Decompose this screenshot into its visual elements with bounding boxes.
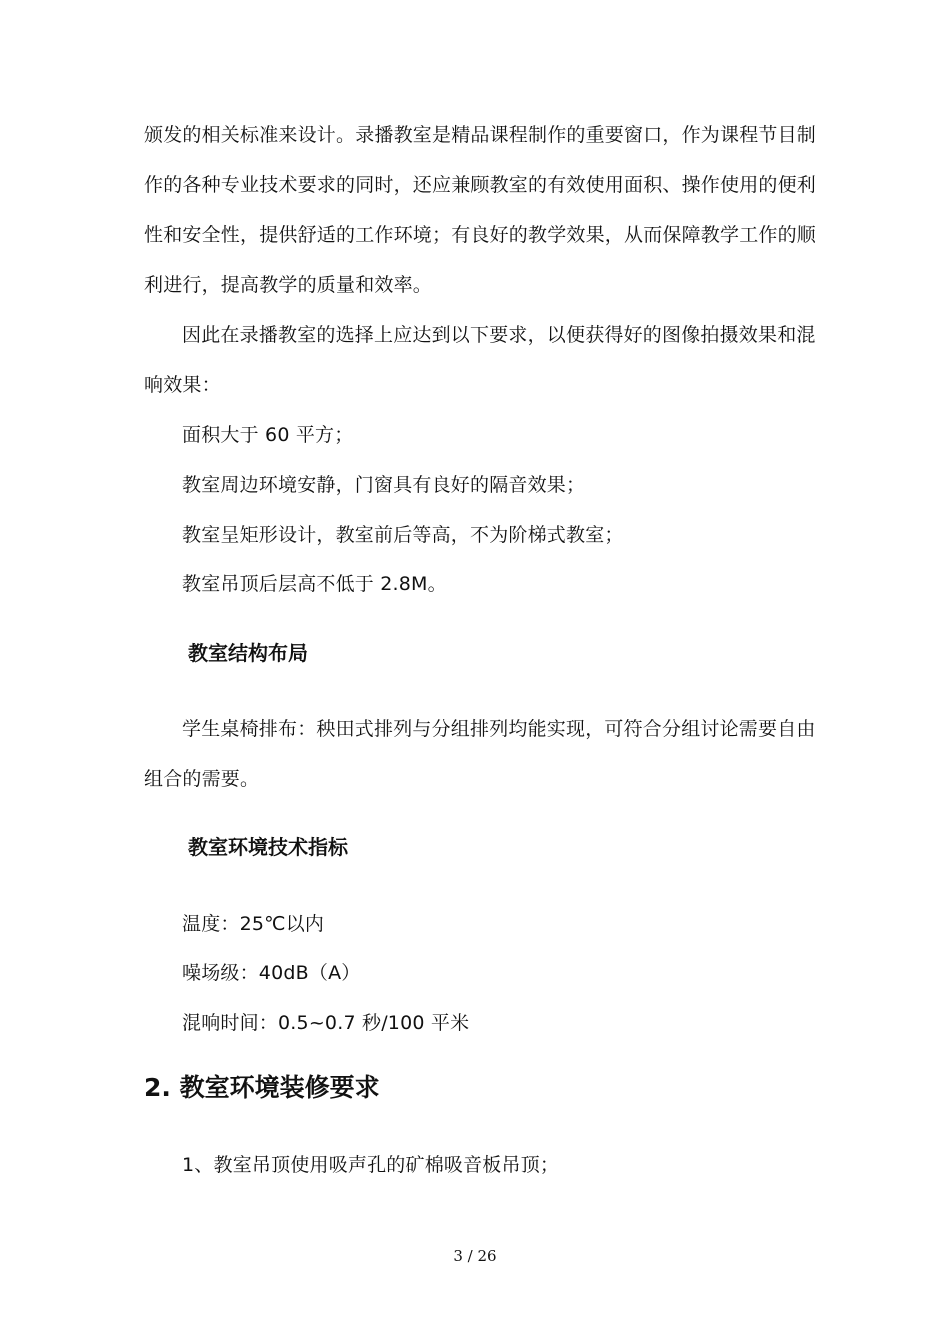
paragraph-line: 颁发的相关标准来设计。录播教室是精品课程制作的重要窗口，作为课程节目制	[144, 124, 817, 146]
requirement-item: 面积大于 60 平方；	[182, 424, 354, 446]
paragraph-line: 因此在录播教室的选择上应达到以下要求，以便获得好的图像拍摄效果和混	[182, 324, 816, 346]
decoration-item: 1、教室吊顶使用吸声孔的矿棉吸音板吊顶；	[182, 1154, 560, 1176]
requirement-item: 教室呈矩形设计，教室前后等高，不为阶梯式教室；	[182, 524, 624, 546]
paragraph-line: 利进行，提高教学的质量和效率。	[144, 274, 433, 296]
spec-item: 混响时间：0.5~0.7 秒/100 平米	[182, 1012, 470, 1034]
requirement-item: 教室周边环境安静，门窗具有良好的隔音效果；	[182, 474, 586, 496]
spec-item: 温度：25℃以内	[182, 913, 325, 935]
paragraph-line: 作的各种专业技术要求的同时，还应兼顾教室的有效使用面积、操作使用的便利	[144, 174, 817, 196]
paragraph-line: 组合的需要。	[144, 768, 260, 790]
section-heading-decoration: 2. 教室环境装修要求	[144, 1073, 380, 1102]
section-heading-environment: 教室环境技术指标	[188, 835, 348, 859]
spec-item: 噪场级：40dB（A）	[182, 962, 361, 984]
paragraph-line: 性和安全性，提供舒适的工作环境；有良好的教学效果，从而保障教学工作的顺	[144, 224, 817, 246]
paragraph-line: 学生桌椅排布：秧田式排列与分组排列均能实现，可符合分组讨论需要自由	[182, 718, 816, 740]
paragraph-line: 响效果：	[144, 374, 221, 396]
page-number: 3 / 26	[453, 1247, 497, 1265]
requirement-item: 教室吊顶后层高不低于 2.8M。	[182, 573, 447, 595]
section-heading-layout: 教室结构布局	[188, 641, 308, 665]
